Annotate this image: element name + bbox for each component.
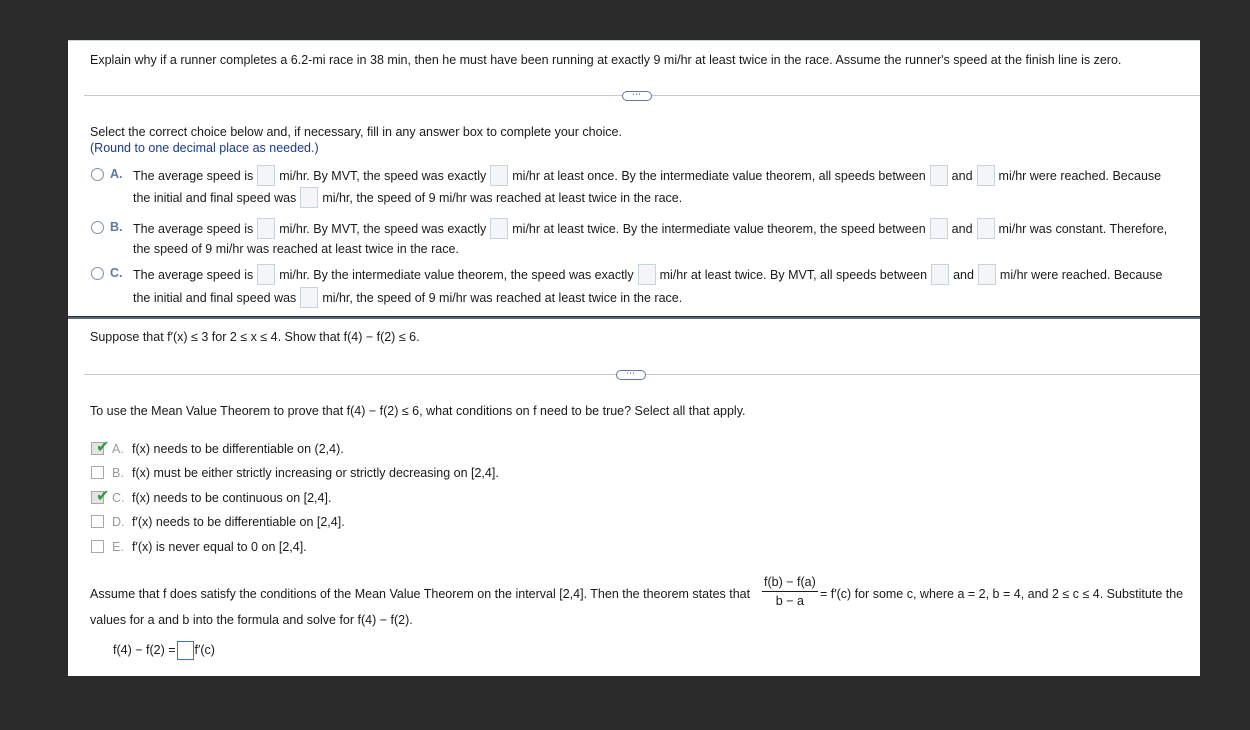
answer-box[interactable] bbox=[257, 264, 275, 285]
answer-box[interactable] bbox=[300, 287, 318, 308]
choice-text: and bbox=[951, 169, 973, 183]
answer-input[interactable] bbox=[177, 641, 194, 660]
answer-box[interactable] bbox=[638, 264, 656, 285]
choice-text: mi/hr was constant. Therefore, bbox=[998, 222, 1168, 236]
expand-button[interactable]: ⋯ bbox=[616, 370, 646, 380]
equation-left: f(4) − f(2) = bbox=[113, 643, 176, 657]
instruction-text: Select the correct choice below and, if necessary, fill in any answer box to complete your choice. bbox=[90, 125, 622, 139]
instruction-text: To use the Mean Value Theorem to prove that f(4) − f(2) ≤ 6, what conditions on f need to be true? Select all that apply. bbox=[90, 404, 746, 418]
answer-box[interactable] bbox=[257, 218, 275, 239]
choice-text: mi/hr. By MVT, the speed was exactly bbox=[279, 222, 487, 236]
option-letter: B. bbox=[112, 466, 124, 480]
checkbox-option-a[interactable] bbox=[91, 437, 110, 456]
choice-text: mi/hr, the speed of 9 mi/hr was reached at least twice in the race. bbox=[322, 291, 683, 305]
choice-letter: C. bbox=[110, 266, 123, 280]
answer-box[interactable] bbox=[930, 218, 948, 239]
checkbox-option-c[interactable] bbox=[91, 486, 110, 505]
equation-right: f′(c) bbox=[194, 643, 215, 657]
option-text: f′(x) is never equal to 0 on [2,4]. bbox=[132, 540, 307, 554]
choice-text: mi/hr. By the intermediate value theorem, the speed was exactly bbox=[279, 268, 634, 282]
answer-box[interactable] bbox=[930, 165, 948, 186]
choice-text: and bbox=[951, 222, 973, 236]
choice-text: mi/hr at least once. By the intermediate value theorem, all speeds between bbox=[512, 169, 926, 183]
answer-box[interactable] bbox=[978, 264, 996, 285]
choice-text: mi/hr, the speed of 9 mi/hr was reached at least twice in the race. bbox=[322, 191, 683, 205]
choice-text: mi/hr. By MVT, the speed was exactly bbox=[279, 169, 487, 183]
question-1-prompt: Explain why if a runner completes a 6.2-mi race in 38 min, then he must have been running at exactly 9 mi/hr at least twice in the race. Assume the runner's speed at the finish line is zero. bbox=[90, 53, 1122, 67]
option-letter: C. bbox=[112, 491, 125, 505]
choice-text: The average speed is bbox=[133, 169, 254, 183]
choice-text: the initial and final speed was bbox=[133, 291, 297, 305]
fraction-numerator: f(b) − f(a) bbox=[762, 575, 818, 592]
answer-box[interactable] bbox=[490, 218, 508, 239]
answer-box[interactable] bbox=[257, 165, 275, 186]
choice-text: the speed of 9 mi/hr was reached at least twice in the race. bbox=[133, 242, 459, 256]
answer-box[interactable] bbox=[977, 165, 995, 186]
option-text: f(x) needs to be continuous on [2,4]. bbox=[132, 491, 332, 505]
choice-text: The average speed is bbox=[133, 268, 254, 282]
fraction-denominator: b − a bbox=[775, 594, 804, 608]
choice-text: the initial and final speed was bbox=[133, 191, 297, 205]
choice-text: mi/hr at least twice. By the intermediate value theorem, the speed between bbox=[512, 222, 926, 236]
option-text: f′(x) needs to be differentiable on [2,4]. bbox=[132, 515, 345, 529]
mvt-fraction bbox=[762, 575, 818, 608]
choice-text: mi/hr at least twice. By MVT, all speeds between bbox=[659, 268, 928, 282]
choice-letter: B. bbox=[110, 220, 123, 234]
answer-box[interactable] bbox=[977, 218, 995, 239]
choice-text: and bbox=[953, 268, 974, 282]
rounding-hint: (Round to one decimal place as needed.) bbox=[90, 141, 319, 155]
answer-box[interactable] bbox=[490, 165, 508, 186]
mvt-statement: Assume that f does satisfy the conditions of the Mean Value Theorem on the interval [2,4]. Then the theorem states that bbox=[90, 587, 751, 601]
choice-letter: A. bbox=[110, 167, 123, 181]
answer-equation bbox=[113, 639, 215, 661]
option-letter: E. bbox=[112, 540, 124, 554]
radio-choice-a[interactable] bbox=[91, 168, 104, 181]
option-text: f(x) must be either strictly increasing or strictly decreasing on [2,4]. bbox=[132, 466, 499, 480]
choice-text: mi/hr were reached. Because bbox=[998, 169, 1162, 183]
option-letter: D. bbox=[112, 515, 125, 529]
question-2-prompt: Suppose that f′(x) ≤ 3 for 2 ≤ x ≤ 4. Show that f(4) − f(2) ≤ 6. bbox=[90, 330, 420, 344]
check-mark-icon: ✔ bbox=[96, 486, 110, 505]
checkbox-option-e[interactable] bbox=[91, 540, 104, 553]
mvt-instruction: values for a and b into the formula and solve for f(4) − f(2). bbox=[90, 613, 413, 627]
radio-choice-b[interactable] bbox=[91, 221, 104, 234]
question-panel-2 bbox=[68, 317, 1200, 676]
choice-text: mi/hr were reached. Because bbox=[999, 268, 1163, 282]
mvt-statement-continued: = f′(c) for some c, where a = 2, b = 4, and 2 ≤ c ≤ 4. Substitute the bbox=[820, 587, 1184, 601]
expand-button[interactable]: ⋯ bbox=[622, 91, 652, 101]
answer-box[interactable] bbox=[931, 264, 949, 285]
answer-box[interactable] bbox=[300, 187, 318, 208]
radio-choice-c[interactable] bbox=[91, 267, 104, 280]
option-letter: A. bbox=[112, 442, 124, 456]
check-mark-icon: ✔ bbox=[96, 437, 110, 456]
checkbox-option-b[interactable] bbox=[91, 466, 104, 479]
option-text: f(x) needs to be differentiable on (2,4). bbox=[132, 442, 344, 456]
choice-text: The average speed is bbox=[133, 222, 254, 236]
checkbox-option-d[interactable] bbox=[91, 515, 104, 528]
question-panel-1 bbox=[68, 40, 1200, 316]
